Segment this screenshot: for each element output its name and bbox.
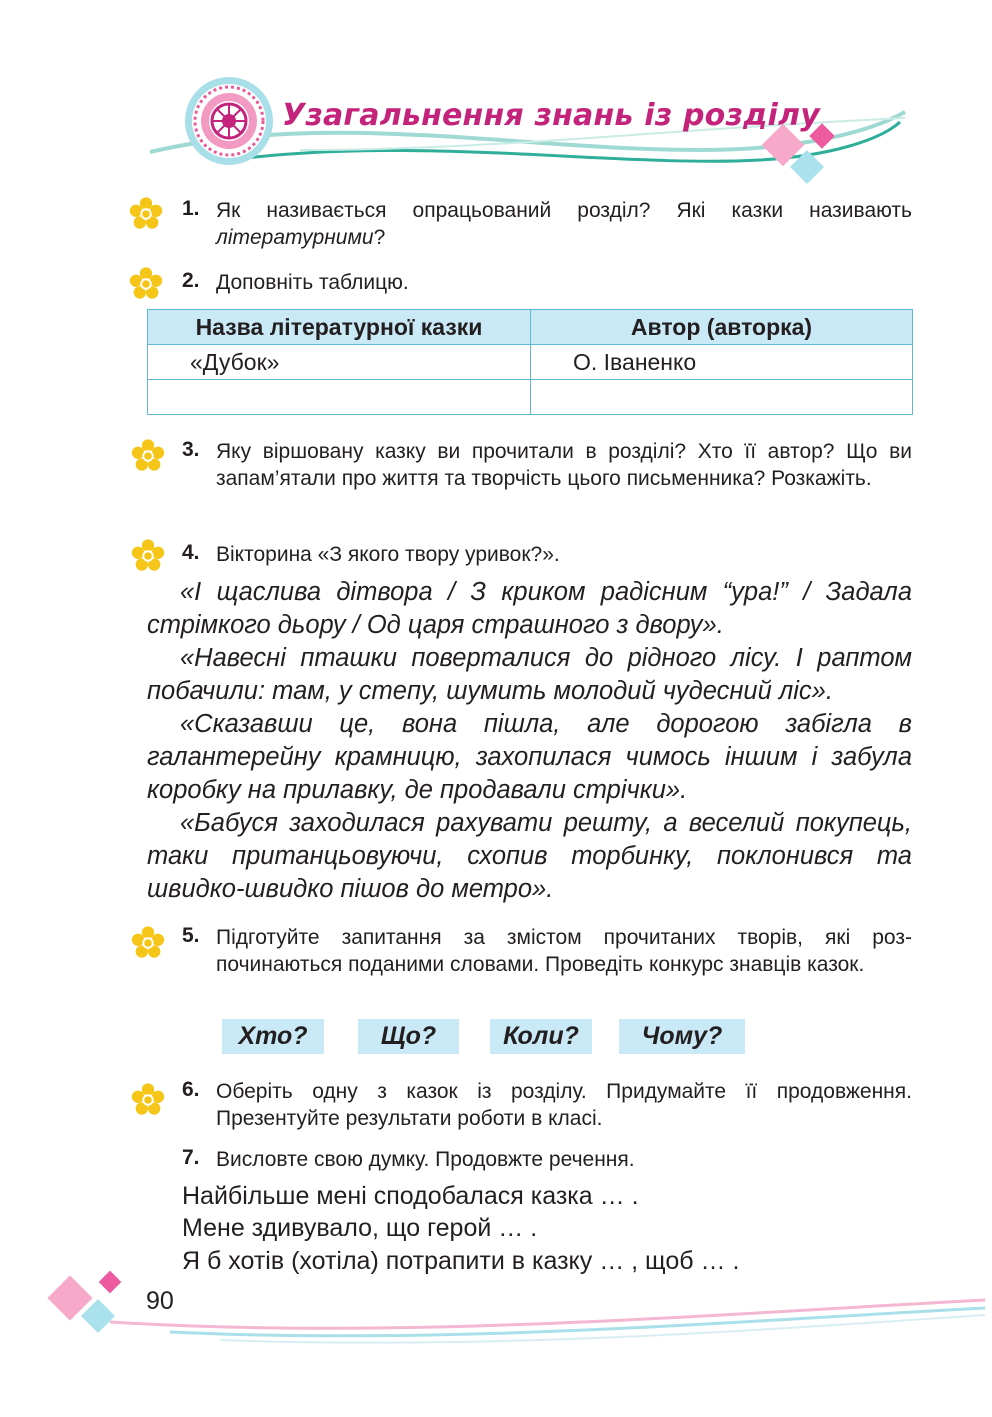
quiz-quote: «Сказавши це, вона пішла, але дорогою забігла в галантерейну крамницю, захопилася чимось іншим і забула коробку на прилавку, де продавали стрічки». <box>147 710 912 804</box>
task-4-text: Вікторина «З якого твору уривок?». <box>216 543 560 566</box>
table-cell-empty[interactable] <box>531 380 913 415</box>
rosette-icon <box>185 77 273 165</box>
table-row <box>148 345 913 380</box>
table-cell: «Дубок» <box>148 345 531 380</box>
table-cell: О. Іваненко <box>531 345 913 380</box>
flower-icon <box>127 195 165 233</box>
task-number: 5. <box>182 924 200 947</box>
task-5-text: Підготуйте запитання за змістом прочитаних творів, які розпочинаються поданими словами. Проведіть конкурс знавців казок. <box>216 926 912 976</box>
authors-table <box>147 309 913 415</box>
question-word-why: Чому? <box>619 1019 745 1054</box>
quiz-quote: «І щаслива дітвора / З криком радісним “ура!” / Задала стрімкого дьору / Од царя страшного з двору». <box>147 578 912 639</box>
quiz-quote: «Навесні пташки поверталися до рідного лісу. І раптом побачили: там, у степу, шумить молодий чудесний ліс». <box>147 644 912 705</box>
flower-icon <box>129 437 167 475</box>
table-header: Автор (авторка) <box>531 310 913 345</box>
task-6-text: Оберіть одну з казок із розділу. Придумайте її продовження. Презентуйте результати роботи в класі. <box>216 1080 912 1130</box>
task-3-text: Яку віршовану казку ви прочитали в розділі? Хто її автор? Що ви запам’ятали про життя та творчість цього письменника? Розкажіть. <box>216 440 912 490</box>
question-word-what: Що? <box>358 1019 459 1054</box>
table-row <box>148 380 913 415</box>
flower-icon <box>129 924 167 962</box>
page-number: 90 <box>146 1287 174 1315</box>
table-cell-empty[interactable] <box>148 380 531 415</box>
flower-icon <box>129 1081 167 1119</box>
sentence-starter: Мене здивувало, що герой … . <box>182 1214 538 1242</box>
sentence-starter: Найбільше мені сподобалася казка … . <box>182 1182 639 1210</box>
table-header: Назва літературної казки <box>148 310 531 345</box>
task-7-text: Висловте свою думку. Продовжте речення. <box>216 1148 635 1171</box>
task-1-text: Як називається опрацьований розділ? Які казки називають літературними? <box>216 199 912 249</box>
page-title: Узагальнення знань із розділу <box>282 98 820 133</box>
question-word-who: Хто? <box>222 1019 324 1054</box>
task-number: 4. <box>182 541 200 564</box>
task-number: 2. <box>182 269 200 292</box>
footer-diamond-pink-small <box>99 1271 122 1294</box>
task-number: 1. <box>182 197 200 220</box>
task-number: 6. <box>182 1078 200 1101</box>
flower-icon <box>127 265 165 303</box>
sentence-starter: Я б хотів (хотіла) потрапити в казку … , щоб … . <box>182 1247 740 1275</box>
task-number: 7. <box>182 1146 200 1169</box>
flower-icon <box>129 537 167 575</box>
question-word-when: Коли? <box>490 1019 592 1054</box>
quiz-quote: «Бабуся заходилася рахувати решту, а веселий покупець, таки пританцьовуючи, схопив торбинку, поклонився та швидко-швидко пішов до метро». <box>147 809 912 903</box>
task-number: 3. <box>182 438 200 461</box>
diamond-teal <box>790 150 824 184</box>
task-2-text: Доповніть таблицю. <box>216 271 409 294</box>
